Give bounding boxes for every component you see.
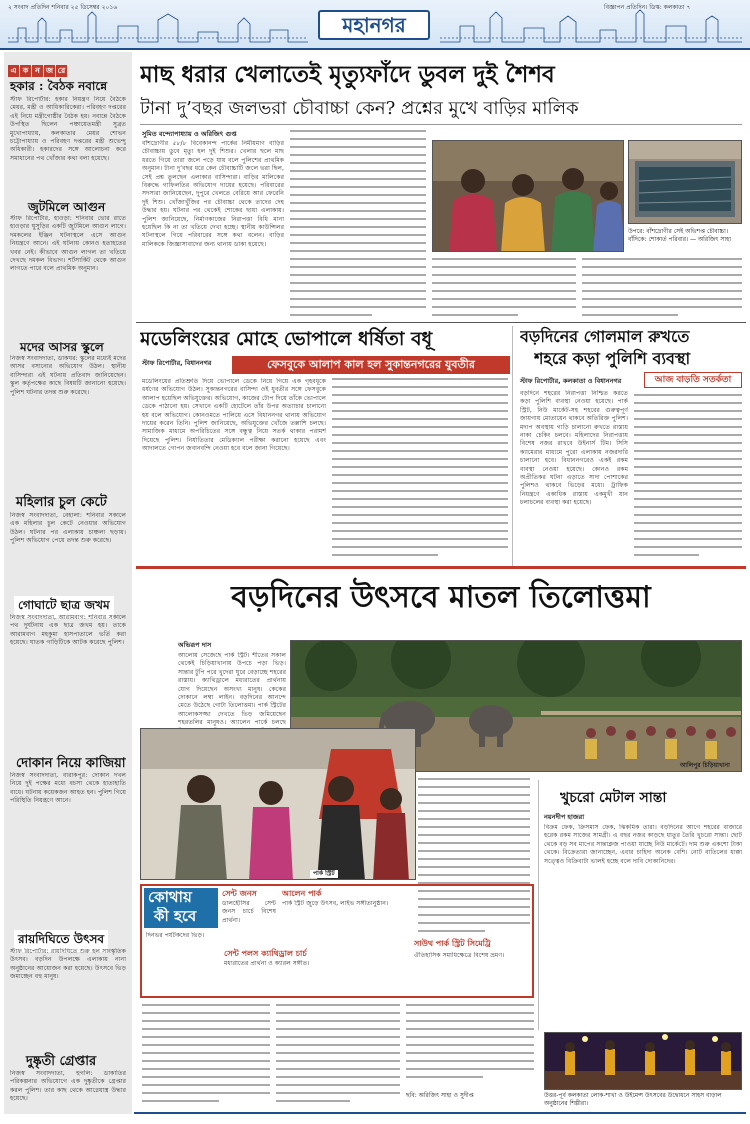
where-item-head: আলেন পার্ক xyxy=(282,889,322,898)
brief-headline-liquor: মদের আসর স্কুলে xyxy=(20,340,104,354)
modeling-kicker: ফেসবুকে আলাপ কাল হল সুকান্তনগরের যুবতীর xyxy=(232,356,510,374)
brief-body-jutemill: স্টাফ রিপোর্টার, হাওড়া: শনিবার ভোর রাতে হাওড়ার ঘুসুড়ির একটি জুটমিলে আগুন লাগে। দমকলের ইঞ্জিন ঘটনাস্থলে এসে আগুন নিয়ন্ত্রণে আনে। এই ঘটনায় কোনও হতাহতের খবর নেই। কীভাবে আগুন লাগল তা খতিয়ে দেখছে দমকল বিভাগ। শর্টসার্কিট থেকে আগুন লাগতে পারে বলে প্রাথমিক অনুমান। xyxy=(10,215,126,273)
police-headline-line1: বড়দিনের গোলমাল রুখতে xyxy=(520,327,690,346)
main-body-col2 xyxy=(290,130,426,322)
festival-body-col5 xyxy=(406,1004,534,1086)
city-skyline-illustration-right xyxy=(440,8,742,44)
city-skyline-illustration xyxy=(8,8,308,44)
where-item-head: সেন্ট জনস xyxy=(222,889,257,898)
festival-body: আলোয় সেজেছে পার্ক স্ট্রিট। শীতের সকাল থেকেই চিড়িয়াখানায় উপচে পড়া ভিড়। সান্তার টুপি পরে খুদেরা ঘুরে বেড়াচ্ছে শহরের রাস্তায়। ক্যাথিড্রালে মধ্যরাতের প্রার্থনায় যোগ দিয়েছেন অসংখ্য মানুষ। কেকের দোকানে লম্বা লাইন। বড়দিনের আনন্দে মেতে উঠেছে গোটা তিলোত্তমা। পার্ক স্ট্রিটের আলোকসজ্জা দেখতে ভিড় জমিয়েছেন শহরতলির মানুষও। অ্যালেন পার্কে চলছে xyxy=(178,652,286,727)
brief-headline-haircut: মহিলার চুল কেটে xyxy=(16,495,107,510)
main-byline: সুমিত বন্দ্যোপাধ্যায় ও অরিজিৎ গুপ্ত xyxy=(142,130,237,138)
where-item-body: মধ্যরাতের প্রার্থনা ও ক্যারল সঙ্গীত। xyxy=(224,960,310,967)
where-box-title: কোথায় কী হবে xyxy=(144,888,218,928)
brief-body-shop: নিজস্ব সংবাদদাতা, বারাকপুর: দোকান দখল নিয়ে দুই পক্ষের মধ্যে বচসা থেকে হাতাহাতি বাধে। ঘটনায় কয়েকজন আহত হন। পুলিশ গিয়ে পরিস্থিতি নিয়ন্ত্রণে আনে। xyxy=(10,772,126,805)
santa-headline: খুচরো মেটাল সান্তা xyxy=(560,790,667,806)
festival-byline: অভিরূপ দাস xyxy=(178,641,212,649)
divider xyxy=(140,124,742,125)
divider xyxy=(136,322,746,323)
brief-headline-student: গোঘাটে ছাত্র জখম xyxy=(14,596,114,618)
footer-rule xyxy=(134,1112,746,1114)
brief-headline-festival: রায়দিঘিতে উৎসব xyxy=(14,930,108,952)
photo-park-street-crowd xyxy=(140,728,416,880)
main-photo-caption: উপরে: বাঁশদ্রোণীর সেই অভিশপ্ত চৌবাচ্চা। বাঁদিকে: শোকার্ত পরিবার। — অরিজিৎ সাহা xyxy=(628,228,731,243)
where-item-body: পার্ক স্ট্রিট জুড়ে উৎসব, লাইভ সঙ্গীতানুষ্ঠান। xyxy=(282,900,389,907)
festival-body-col3 xyxy=(142,1004,270,1108)
police-kicker-box: আজ বাড়তি সতর্কতা xyxy=(644,372,742,388)
brief-body-haircut: নিজস্ব সংবাদদাতা, বেহালা: শনিবার সকালে এক মহিলার চুল কেটে নেওয়ার অভিযোগ উঠল। ঘটনার পর এলাকায় চাঞ্চল্য ছড়ায়। পুলিশ অভিযোগ পেয়ে তদন্ত শুরু করেছে। xyxy=(10,512,126,545)
modeling-headline: মডেলিংয়ের মোহে ভোপালে ধর্ষিতা বধূ xyxy=(140,328,433,350)
section-brand-logo: মহানগর xyxy=(318,10,430,40)
modeling-body: মডেলিংয়ের প্রতিশ্রুতি দিয়ে ভোপালে ডেকে নিয়ে গিয়ে এক গৃহবধূকে ধর্ষণের অভিযোগ উঠল। সুকান্তনগরের বাসিন্দা ওই যুবতীর সঙ্গে ফেসবুকে আলাপ হয়েছিল অভিযুক্তের। অভিযোগ, কাজের টোপ দিয়ে তাঁকে ভোপালে ডেকে পাঠানো হয়। সেখানে একটি হোটেলে তাঁর উপর অত্যাচার চালানো হয় বলে অভিযোগ। কোনওমতে পালিয়ে এসে বিধাননগর থানায় অভিযোগ দায়ের করেন তিনি। পুলিশ জানিয়েছে, অভিযুক্তের খোঁজে তল্লাশি চলছে। সামাজিক মাধ্যমে অপরিচিতের সঙ্গে বন্ধুত্ব নিয়ে সতর্ক থাকার পরামর্শ দিয়েছে পুলিশ। নির্যাতিতার মেডিক্যাল পরীক্ষা করানো হয়েছে এবং আদালতে গোপন জবানবন্দি নেওয়া হবে বলে জানা গিয়েছে। xyxy=(142,378,326,453)
brief-body-liquor: নিজস্ব সংবাদদাতা, ডাকঘর: স্কুলের মধ্যেই মদের আসর বসানোর অভিযোগ উঠল। স্থানীয় বাসিন্দারা এই ঘটনায় প্রতিবাদ জানিয়েছেন। স্কুল কর্তৃপক্ষের কাছে বিষয়টি জানানো হয়েছে। পুলিশ ঘটনার তদন্ত শুরু করেছে। xyxy=(10,355,126,396)
brief-body-hawker: স্টাফ রিপোর্টার: হকার নিয়ন্ত্রণ নিয়ে বৈঠকে মেয়র, মন্ত্রী ও আধিকারিকেরা। পরিবহণ দপ্তরের এই নিয়ে মন্ত্রীগোষ্ঠীর বৈঠক হয়। নবান্নে বৈঠকে উপস্থিত ছিলেন পঞ্চায়েতমন্ত্রী সুব্রত মুখোপাধ্যায়, কলকাতার মেয়র শোভন চট্টোপাধ্যায় ও পরিবহণ দপ্তরের মন্ত্রী শুভেন্দু অধিকারী। হকারদের সঙ্গে আলোচনা করে সমাধানের পথ খোঁজার কথা বলা হয়েছে। xyxy=(10,96,126,162)
police-headline-line2: শহরে কড়া পুলিশি ব্যবস্থা xyxy=(534,349,691,368)
main-body-col4 xyxy=(582,258,742,320)
photo-credit: ছবি: অরিজিৎ সাহা ও সুদীপ্ত xyxy=(406,1092,474,1099)
brief-headline-shop: দোকান নিয়ে কাজিয়া xyxy=(16,756,126,771)
dateline: ২ সংবাদ প্রতিদিন শনিবার ২৫ ডিসেম্বর ২০১৬ xyxy=(8,4,118,11)
brief-headline-hawker: হকার : বৈঠক নবান্নে xyxy=(10,79,108,93)
police-body: বড়দিনে শহরের নিরাপত্তা নিশ্চিত করতে কড়া পুলিশি ব্যবস্থা নেওয়া হয়েছে। পার্ক স্ট্রিট, নিউ মার্কেট-সহ শহরের গুরুত্বপূর্ণ জায়গায় মোতায়েন থাকবে অতিরিক্ত পুলিশ। মদ্যপ অবস্থায় গাড়ি চালানো রুখতে রাস্তায় নাকা চেকিং চলবে। মহিলাদের নিরাপত্তায় বিশেষ নজর রাখবে উইনার্স টিম। সিসি ক্যামেরার মাধ্যমে পুরো এলাকায় নজরদারি চালানো হবে। বিধাননগরেও একই রকম ব্যবস্থা নেওয়া হয়েছে। কোনও রকম অপ্রীতিকর ঘটনা এড়াতে সাদা পোশাকের পুলিশও থাকবে ভিড়ের মধ্যে। ট্রাফিক নিয়ন্ত্রণে একাধিক রাস্তায় একমুখী যান চলাচলের ব্যবস্থা করা হয়েছে। xyxy=(520,390,628,507)
santa-body: বিক্রম ফেক, ক্রিসমাস ফেক, ঝিকমিক তারা। বড়দিনের আগে শহরের বাজারে হরেক রকম সাজের সামগ্রী। এ বছর নজর কাড়ছে ধাতুর তৈরি খুচরো সান্তা। ছোট থেকে বড় সব মাপের সান্তাক্লজ পাওয়া যাচ্ছে নিউ মার্কেটে। দাম শুরু একশো টাকা থেকে। বিক্রেতারা জানাচ্ছেন, এবার চাহিদা অনেক বেশি। নোট বাতিলের ধাক্কা সত্ত্বেও বিক্রিবাটা ভালই হচ্ছে বলে দাবি দোকানিদের। xyxy=(544,824,742,865)
brief-headline-arrest: দুষ্কৃতী গ্রেপ্তার xyxy=(26,1054,97,1069)
main-body-col1: বাঁশদ্রোণীর ৫৮/৮ বিবেকানন্দ পার্কের নির্মীয়মাণ বাড়ির চৌবাচ্চায় ডুবে মৃত্যু হল দুই শিশুর। খেলার ছলে মাছ ধরতে গিয়ে তারা জলে পড়ে যায় বলে পুলিশের প্রাথমিক অনুমান। টানা দু’বছর ধরে কেন চৌবাচ্চাটি জলে ভরা ছিল, সেই প্রশ্ন তুলছেন এলাকার বাসিন্দারা। বাড়ির মালিকের বিরুদ্ধে গাফিলতির অভিযোগ দায়ের হয়েছে। পরিবারের সদস্যরা জানিয়েছেন, দুপুরে খেলতে বেরিয়ে আর ফেরেনি দুই শিশু। খোঁজাখুঁজির পর চৌবাচ্চা থেকে তাদের দেহ উদ্ধার হয়। ঘটনার পর থেকেই শোকের ছায়া এলাকায়। পুলিশ জানিয়েছে, নির্মাণকাজের নিরাপত্তা বিধি মানা হয়েছিল কি না তা খতিয়ে দেখা হচ্ছে। স্থানীয় কাউন্সিলর ঘটনাস্থলে গিয়ে পরিবারের সঙ্গে কথা বলেন। বাড়ির মালিককে জিজ্ঞাসাবাদের জন্য থানায় ডাকা হয়েছে। xyxy=(142,140,284,248)
main-headline: মাছ ধরার খেলাতেই মৃত্যুফাঁদে ডুবল দুই শৈশব xyxy=(140,61,555,88)
where-item-head: সেন্ট পলস ক্যাথিড্রাল চার্চ xyxy=(224,949,307,958)
santa-byline: নয়নদীপ হাজরা xyxy=(544,813,585,821)
police-byline: স্টাফ রিপোর্টার, কলকাতা ও বিধাননগর xyxy=(520,377,622,385)
main-subheadline: টানা দু’বছর জলভরা চৌবাচ্চা কেন? প্রশ্নের মুখে বাড়ির মালিক xyxy=(140,98,579,119)
where-item-body: ডালহৌসির সেন্ট জনস চার্চে বিশেষ প্রার্থনা। xyxy=(222,900,276,924)
festival-headline: বড়দিনের উৎসবে মাতল তিলোত্তমা xyxy=(231,580,651,615)
photo-water-tank xyxy=(628,140,742,224)
column-label: এ ক ন জ রে xyxy=(8,58,126,72)
brief-headline-jutemill: জুটমিলে আগুন xyxy=(28,200,106,214)
where-item-body: ঐতিহাসিক সমাধিক্ষেত্রে বিশেষ ভ্রমণ। xyxy=(414,952,505,959)
brief-body-festival: স্টাফ রিপোর্টার: রায়দিঘিতে শুরু হল সাংস্কৃতিক উৎসব। বড়দিন উপলক্ষে এলাকায় নানা অনুষ্ঠানের আয়োজন করা হয়েছে। উৎসবে ভিড় জমাচ্ছেন বহু মানুষ। xyxy=(10,948,126,981)
zoo-photo-caption: আলিপুর চিড়িয়াখানা xyxy=(680,762,730,769)
photo-stage-performance xyxy=(544,1032,742,1090)
photo-grieving-family xyxy=(432,140,624,252)
where-item-head: সাউথ পার্ক স্ট্রিট সিমেট্রি xyxy=(414,939,491,948)
where-item-body: দিনভর পর্যটকদের ভিড়। xyxy=(146,932,205,939)
modeling-byline: স্টাফ রিপোর্টার, বিধাননগর xyxy=(142,359,212,367)
brief-body-arrest: নিজস্ব সংবাদদাতা, হুগলি: ডাকাতির পরিকল্পনার অভিযোগে এক দুষ্কৃতীকে গ্রেপ্তার করল পুলিশ। তার কাছ থেকে আগ্নেয়াস্ত্র উদ্ধার হয়েছে। xyxy=(10,1070,126,1103)
page-info: বিজ্ঞাপন প্রতিদিন। ডিস্ক: কলকাতা ৭ xyxy=(604,4,691,11)
bottom-photo-caption: উত্তর-পূর্ব কলকাতা লোক-শাখা ও উইমেন্স উৎসবের উদ্বোধনে সাহস বাড়াল অনুষ্ঠানের শিল্পীরা। xyxy=(544,1092,722,1107)
brief-body-student: নিজস্ব সংবাদদাতা, আরামবাগ: শনিবার সকালে পথ দুর্ঘটনায় এক ছাত্র জখম হয়। তাকে আরামবাগ মহকুমা হাসপাতালে ভর্তি করা হয়েছে। ঘাতক গাড়িটিকে আটক করেছে পুলিশ। xyxy=(10,614,126,647)
divider xyxy=(512,326,513,566)
modeling-body-col2 xyxy=(332,378,508,564)
park-street-photo-caption: পার্ক স্ট্রিট xyxy=(310,870,338,878)
section-divider-red xyxy=(136,566,746,569)
festival-body-col4 xyxy=(276,1004,400,1108)
main-body-col3 xyxy=(432,258,576,320)
police-body-col2 xyxy=(634,394,742,564)
divider xyxy=(538,780,539,1030)
